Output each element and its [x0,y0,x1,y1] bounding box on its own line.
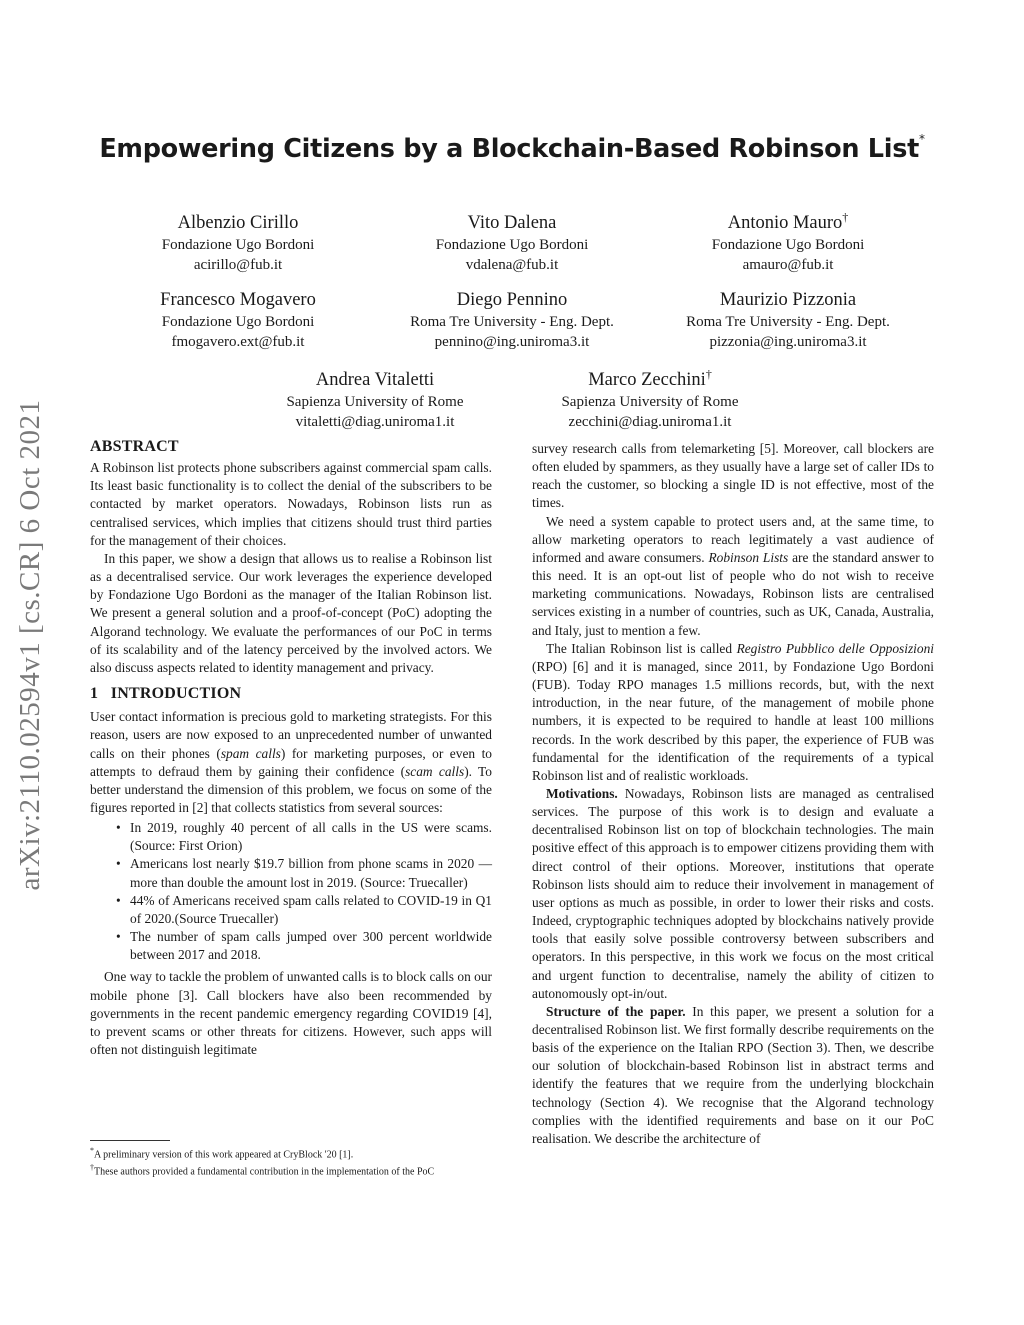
author-block [362,282,662,352]
author-email: zecchini@diag.uniroma1.it [568,414,732,431]
body-paragraph: We need a system capable to protect users and, at the same time, to allow marketing operators to reach legitimately a vast audience of informed and aware consumers. Robinson Lists are the standard answer to this need. It is an opt-out list of people who do not wish to receive marketing communications. Nowadays, Robinson lists are centralised services existing in a number of countries, such as UK, Canada, Australia, and Italy, just to mention a few. [532,513,934,638]
author-block [88,205,388,275]
intro-paragraph: User contact information is precious gold to marketing strategists. For this reason, users are now exposed to an unprecedented number of unwanted calls on their phones (spam calls) for marketing purposes, or even to attempts to defraud them by gaining their confidence (scam calls). To better understand the dimension of this problem, we focus on some of the figures reported in [2] that collects statistics from several sources: [90,709,492,815]
author-affiliation: Fondazione Ugo Bordoni [161,237,315,254]
list-item: • In 2019, roughly 40 percent of all calls in the US were scams. (Source: First Orion) [90,819,492,855]
author-email: acirillo@fub.it [193,257,283,274]
abstract-paragraph: A Robinson list protects phone subscribers against commercial spam calls. Its least basic functionality is to collect the denial of the subscribers to be contacted by market operators. Nowadays, Robinson lists run as centralised services, which implies that citizens should trust third parties for the management of their choices. [90,460,492,548]
author-name: Albenzio Cirillo [177,213,299,234]
body-paragraph: The Italian Robinson list is called Registro Pubblico delle Opposizioni (RPO) [6] and it is managed, since 2011, by Fondazione Ugo Bordoni (FUB). Today RPO manages 1.5 millions records, but, with the next introduction, in the near future, of the management of mobile phone numbers, it is expected to be required to handle at least 100 millions records. In the work described by this paper, the experience of FUB was fundamental for the identification of the requirements of a typical Robinson list and of realistic workloads. [532,640,934,783]
title-text: Empowering Citizens by a Blockchain-Based Robinson List [99,134,919,164]
author-email: amauro@fub.it [742,257,834,274]
author-affiliation: Fondazione Ugo Bordoni [161,314,315,331]
footnote: †These authors provided a fundamental contribution in the implementation of the PoC [90,1163,435,1178]
author-affiliation: Roma Tre University - Eng. Dept. [410,314,614,331]
footnote: *A preliminary version of this work appeared at CryBlock '20 [1]. [90,1146,354,1161]
author-email: vdalena@fub.it [465,257,559,274]
right-column [532,440,934,1148]
statistics-list [90,819,492,964]
paper-title [90,134,934,164]
author-block [638,205,938,275]
author-name: Marco Zecchini† [588,367,712,391]
author-email: pennino@ing.uniroma3.it [434,334,590,351]
author-name: Maurizio Pizzonia [719,290,857,311]
author-email: fmogavero.ext@fub.it [171,334,305,351]
list-item: • Americans lost nearly $19.7 billion from phone scams in 2020 — more than double the amount lost in 2019. (Source: Truecaller) [90,855,492,891]
author-name: Andrea Vitaletti [315,370,435,391]
list-item: • The number of spam calls jumped over 300 percent worldwide between 2017 and 2018. [90,928,492,964]
author-email: vitaletti@diag.uniroma1.it [295,414,455,431]
abstract-heading: ABSTRACT [90,438,179,455]
left-column [90,438,492,1059]
author-block [88,282,388,352]
footnote-rule [90,1140,170,1141]
author-block [638,282,938,352]
author-affiliation: Sapienza University of Rome [286,394,464,411]
author-affiliation: Fondazione Ugo Bordoni [711,237,865,254]
author-email: pizzonia@ing.uniroma3.it [709,334,867,351]
paragraph-title: Motivations. [546,785,618,801]
title-footnote-mark: * [918,132,925,146]
list-item: • 44% of Americans received spam calls related to COVID-19 in Q1 of 2020.(Source Truecaller) [90,892,492,928]
author-block [362,205,662,275]
author-affiliation: Fondazione Ugo Bordoni [435,237,589,254]
body-paragraph: Motivations. Nowadays, Robinson lists are managed as centralised services. The purpose of this work is to design and evaluate a decentralised Robinson list on top of blockchain technologies. The main positive effect of this approach is to empower citizens providing them with direct control of their options. Moreover, institutions that operate Robinson lists should aim to reduce their involvement in management of user options as much as possible, in order to lower their risks and costs. Indeed, cryptographic techniques adopted by blockchains natively provide tools that easily solve possible controversy between subscribers and operators. In this perspective, in this work we focus on the most critical and urgent function to decentralise, namely the ability of citizen to autonomously opt-in/out. [532,785,934,1001]
author-block [500,362,800,432]
intro-paragraph: One way to tackle the problem of unwanted calls is to block calls on our mobile phone [3]. Call blockers have also been recommended by governments in the recent pandemic emergency regarding COVID19 [4], to prevent scams or other threats for citizens. However, such apps will often not distinguish legitimate [90,969,492,1057]
author-block [225,362,525,432]
section-heading-introduction: 1 INTRODUCTION [90,685,242,703]
paragraph-title: Structure of the paper. [546,1003,686,1019]
author-affiliation: Roma Tre University - Eng. Dept. [686,314,890,331]
body-paragraph: Structure of the paper. In this paper, we present a solution for a decentralised Robinson list. We first formally describe requirements on the basis of the experience on the Italian RPO (Section 3). Then, we describe our solution of blockchain-based Robinson list in abstract terms and identify the features that we require from the underlying blockchain technology (Section 4). We recognise that the Algorand technology complies with the identified requirements and base on it our PoC realisation. We describe the architecture of [532,1003,934,1146]
body-paragraph: survey research calls from telemarketing [5]. Moreover, call blockers are often eluded by spammers, as they usually have a large set of caller IDs to reach the customer, so blocking a single ID is not effective, most of the times. [532,441,934,511]
author-name: Francesco Mogavero [160,290,316,311]
arxiv-identifier: arXiv:2110.02594v1 [cs.CR] 6 Oct 2021 [14,399,46,891]
author-affiliation: Sapienza University of Rome [561,394,739,411]
footnotes [90,1144,492,1179]
author-name: Vito Dalena [467,213,557,234]
author-name: Antonio Mauro† [727,210,849,234]
author-name: Diego Pennino [456,290,568,311]
abstract-paragraph: In this paper, we show a design that allows us to realise a Robinson list as a decentralised service. Our work leverages the experience developed by Fondazione Ugo Bordoni as the manager of the Italian Robinson list. We present a general solution and a proof-of-concept (PoC) adopting the Algorand technology. We evaluate the performances of our PoC in terms of its scalability and of the latency perceived by the involved actors. We also discuss aspects related to identity management and privacy. [90,550,492,675]
